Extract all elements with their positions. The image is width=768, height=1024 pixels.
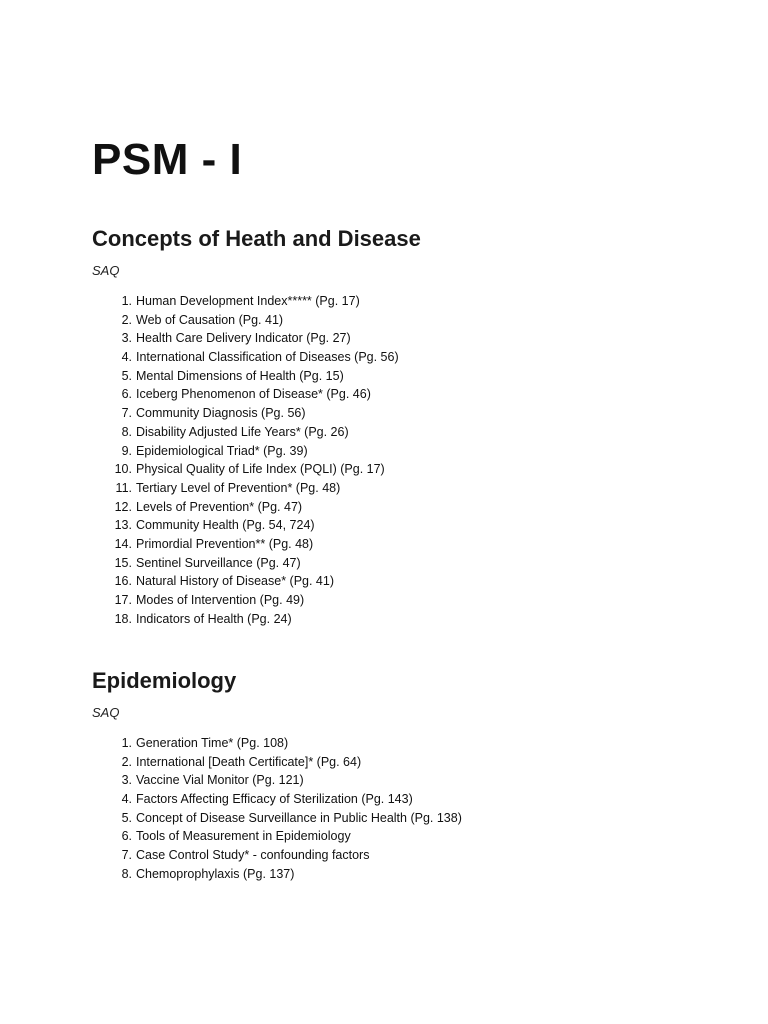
- section-heading: Concepts of Heath and Disease: [92, 226, 421, 251]
- item-number: 8.: [121, 866, 132, 881]
- list-item: [92, 516, 732, 535]
- list-item: [92, 479, 732, 498]
- item-number: 1.: [121, 294, 132, 308]
- item-text: Generation Time* (Pg. 108): [136, 736, 289, 750]
- list-item: [92, 591, 732, 610]
- list-item: [92, 423, 732, 442]
- list-item: [92, 809, 732, 828]
- list-item: [92, 554, 732, 573]
- item-text: Case Control Study* - confounding factors: [136, 848, 370, 863]
- item-number: 2.: [121, 754, 132, 769]
- page-title: PSM - I: [92, 135, 243, 184]
- item-number: 12.: [114, 499, 132, 514]
- item-text: Disability Adjusted Life Years* (Pg. 26): [136, 424, 349, 439]
- item-text: Epidemiological Triad* (Pg. 39): [136, 443, 308, 458]
- section-concepts-health-disease: [92, 224, 732, 628]
- item-number: 3.: [121, 331, 132, 346]
- list-item: [92, 734, 732, 753]
- item-text: International Classification of Diseases (Pg. 56): [136, 350, 399, 365]
- list-item: [92, 442, 732, 461]
- list-item: [92, 572, 732, 591]
- item-number: 2.: [121, 312, 132, 327]
- list-item: [92, 292, 732, 311]
- list-item: [92, 865, 732, 884]
- item-number: 8.: [121, 424, 132, 439]
- item-text: Human Development Index***** (Pg. 17): [136, 294, 360, 308]
- item-number: 10.: [114, 462, 132, 477]
- list-item: [92, 790, 732, 809]
- item-text: Vaccine Vial Monitor (Pg. 121): [136, 773, 304, 788]
- list-item: [92, 610, 732, 629]
- item-number: 5.: [121, 368, 132, 383]
- list-item: [92, 753, 732, 772]
- item-number: 11.: [115, 480, 132, 495]
- item-number: 4.: [121, 350, 132, 365]
- item-text: Primordial Prevention** (Pg. 48): [136, 536, 314, 551]
- list-item: [92, 460, 732, 479]
- list-item: [92, 367, 732, 386]
- item-number: 6.: [121, 829, 132, 844]
- item-text: Iceberg Phenomenon of Disease* (Pg. 46): [136, 387, 371, 402]
- item-number: 6.: [121, 387, 132, 402]
- item-text: Community Health (Pg. 54, 724): [136, 518, 315, 533]
- item-text: Tools of Measurement in Epidemiology: [136, 829, 351, 844]
- item-number: 14.: [114, 536, 132, 551]
- item-text: Tertiary Level of Prevention* (Pg. 48): [136, 480, 341, 495]
- item-number: 5.: [121, 810, 132, 825]
- list-item: [92, 348, 732, 367]
- item-number: 16.: [114, 574, 132, 589]
- item-number: 17.: [114, 593, 132, 607]
- item-text: Sentinel Surveillance (Pg. 47): [136, 555, 301, 570]
- item-text: Factors Affecting Efficacy of Sterilization (Pg. 143): [136, 792, 413, 807]
- question-list: [92, 292, 732, 628]
- item-number: 4.: [121, 792, 132, 807]
- list-item: [92, 404, 732, 423]
- item-number: 9.: [121, 443, 132, 458]
- item-number: 7.: [121, 848, 132, 863]
- list-item: [92, 846, 732, 865]
- item-text: Natural History of Disease* (Pg. 41): [136, 574, 334, 589]
- item-number: 15.: [114, 555, 132, 570]
- item-text: Concept of Disease Surveillance in Public Health (Pg. 138): [136, 810, 462, 825]
- list-item: [92, 385, 732, 404]
- list-item: [92, 827, 732, 846]
- saq-label: SAQ: [92, 263, 120, 278]
- item-text: Modes of Intervention (Pg. 49): [136, 593, 305, 607]
- item-number: 13.: [114, 518, 132, 533]
- list-item: [92, 771, 732, 790]
- item-text: Mental Dimensions of Health (Pg. 15): [136, 368, 344, 383]
- saq-label: SAQ: [92, 705, 120, 720]
- list-item: [92, 329, 732, 348]
- item-text: Community Diagnosis (Pg. 56): [136, 406, 306, 421]
- question-list: [92, 734, 732, 884]
- section-epidemiology: [92, 666, 732, 884]
- item-number: 18.: [114, 611, 132, 626]
- item-text: Physical Quality of Life Index (PQLI) (Pg. 17): [136, 462, 385, 477]
- section-heading: Epidemiology: [92, 668, 237, 693]
- item-number: 7.: [121, 406, 132, 421]
- list-item: [92, 498, 732, 517]
- item-text: Web of Causation (Pg. 41): [136, 312, 284, 327]
- item-number: 1.: [121, 736, 132, 750]
- item-text: Chemoprophylaxis (Pg. 137): [136, 866, 295, 881]
- item-text: Levels of Prevention* (Pg. 47): [136, 499, 303, 514]
- item-text: Indicators of Health (Pg. 24): [136, 611, 292, 626]
- item-number: 3.: [121, 773, 132, 788]
- list-item: [92, 535, 732, 554]
- item-text: Health Care Delivery Indicator (Pg. 27): [136, 331, 351, 346]
- item-text: International [Death Certificate]* (Pg. 64): [136, 754, 362, 769]
- list-item: [92, 311, 732, 330]
